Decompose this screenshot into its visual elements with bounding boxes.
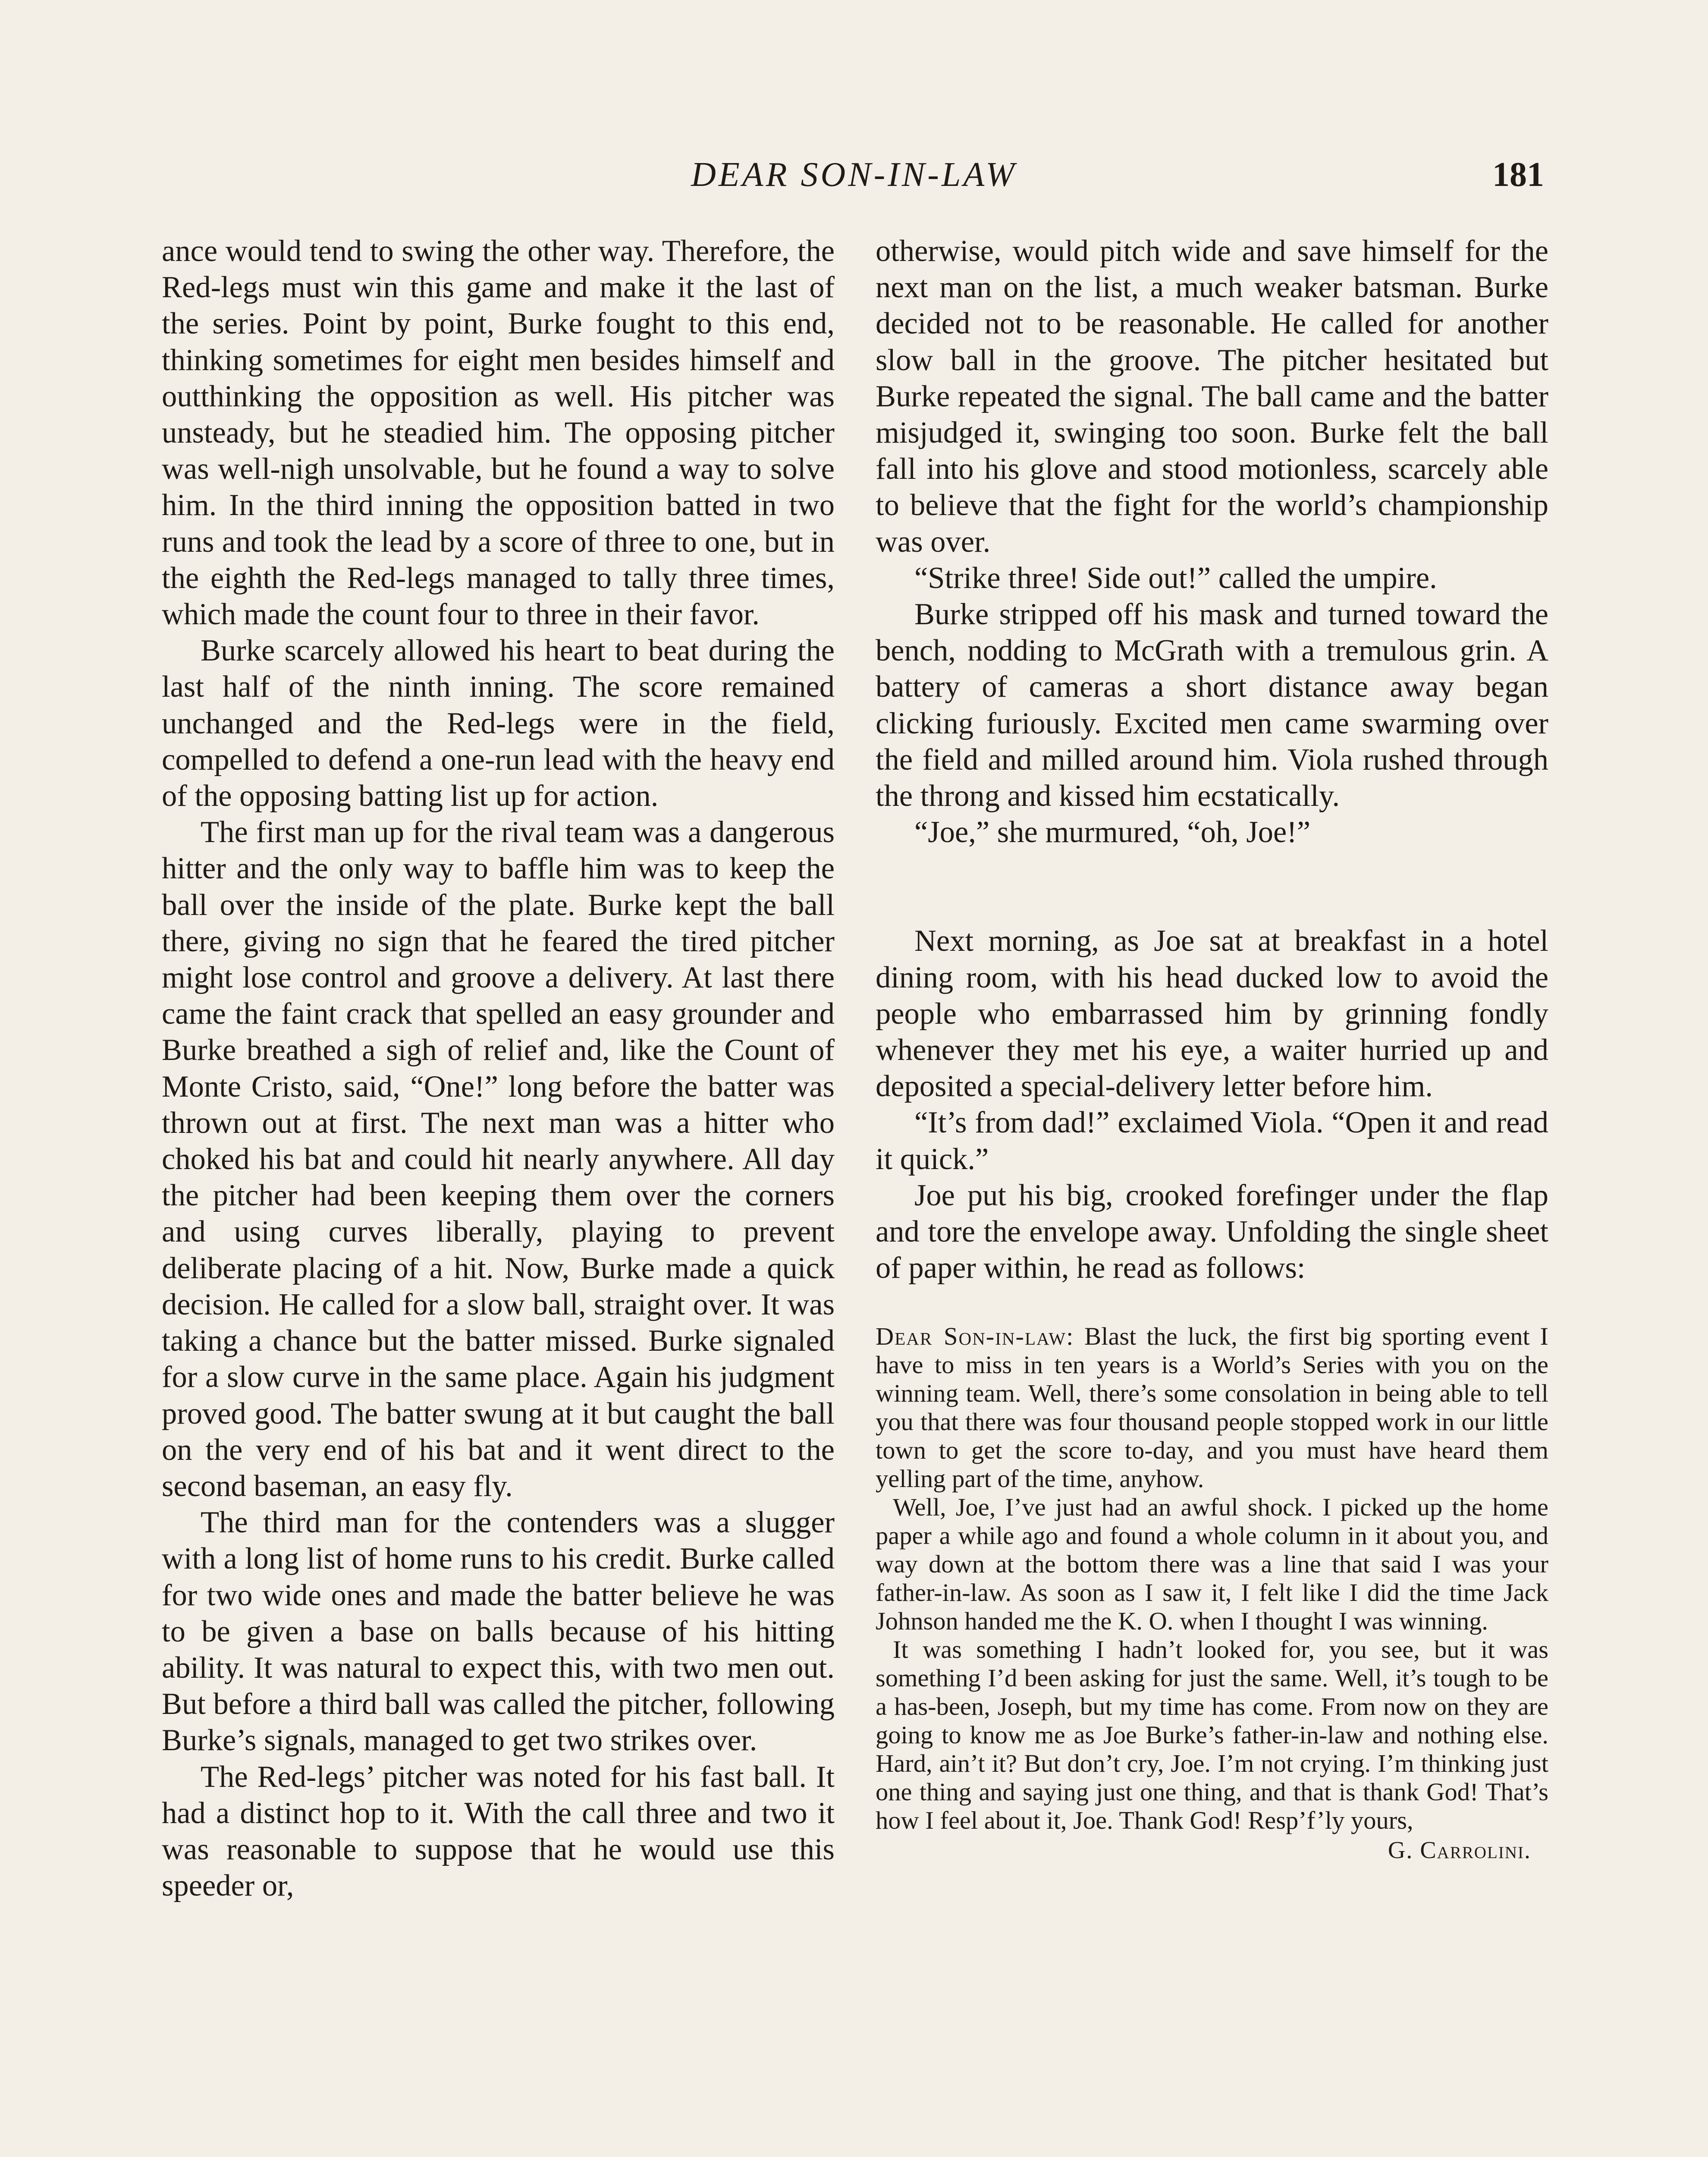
body-paragraph: Burke stripped off his mask and turned toward the bench, nodding to McGrath with a tremulous grin. A battery of cameras a short distance away began clicking furiously. Excited men came swarming over the field and milled around him. Viola rushed through the throng and kissed him ecstatically.	[876, 597, 1548, 813]
running-title: DEAR SON-IN-LAW	[691, 156, 1017, 194]
letter-paragraph: Well, Joe, I’ve just had an awful shock. I picked up the home paper a while ago and found a whole column in it about you, and way down at the bottom there was a line that said I was your father-in-law. As soon as I saw it, I felt like I did the time Jack Johnson handed me the K. O. when I thought I was winning.	[876, 1493, 1548, 1635]
letter-block	[876, 1322, 1548, 1866]
body-paragraph: “It’s from dad!” exclaimed Viola. “Open it and read it quick.”	[876, 1106, 1548, 1176]
letter-text: Blast the luck, the first big sporting event I have to miss in ten years is a World’s Series with you on the winning team. Well, there’s some consolation in being able to tell you that there was four thousand people stopped work in our little town to get the score to-day, and you must have heard them yelling part of the time, anyhow.	[876, 1322, 1549, 1493]
body-paragraph: The Red-legs’ pitcher was noted for his fast ball. It had a distinct hop to it. With the call three and two it was reasonable to suppose that he would use this speeder or,	[162, 1760, 835, 1903]
body-paragraph: “Joe,” she murmured, “oh, Joe!”	[914, 815, 1311, 849]
body-paragraph: otherwise, would pitch wide and save himself for the next man on the list, a much weaker batsman. Burke decided not to be reasonable. He called for another slow ball in the groove. The pitcher hesitated but Burke repeated the signal. The ball came and the batter misjudged it, swinging too soon. Burke felt the ball fall into his glove and stood motionless, scarcely able to believe that the fight for the world’s championship was over.	[876, 234, 1548, 559]
right-column	[876, 233, 1548, 1866]
page-number: 181	[1492, 156, 1544, 194]
letter-signature: G. Carrolini.	[1388, 1837, 1531, 1864]
running-header	[164, 155, 1544, 203]
letter-paragraph: It was something I hadn’t looked for, you see, but it was something I’d been asking for just the same. Well, it’s tough to be a has-been, Joseph, but my time has come. From now on they are going to know me as Joe Burke’s father-in-law and nothing else. Hard, ain’t it? But don’t cry, Joe. I’m not crying. I’m thinking just one thing and saying just one thing, and that is thank God! That’s how I feel about it, Joe. Thank God! Resp’f’ly yours,	[876, 1635, 1548, 1835]
body-paragraph: Joe put his big, crooked forefinger under the flap and tore the envelope away. Unfolding the single sheet of paper within, he read as follows:	[876, 1178, 1548, 1285]
body-paragraph: The first man up for the rival team was a dangerous hitter and the only way to baffle him was to keep the ball over the inside of the plate. Burke kept the ball there, giving no sign that he feared the tired pitcher might lose control and groove a delivery. At last there came the faint crack that spelled an easy grounder and Burke breathed a sigh of relief and, like the Count of Monte Cristo, said, “One!” long before the batter was thrown out at first. The next man was a hitter who choked his bat and could hit nearly anywhere. All day the pitcher had been keeping them over the corners and using curves liberally, playing to prevent deliberate placing of a hit. Now, Burke made a quick decision. He called for a slow ball, straight over. It was taking a chance but the batter missed. Burke signaled for a slow curve in the same place. Again his judgment proved good. The batter swung at it but caught the ball on the very end of his bat and it went direct to the second baseman, an easy fly.	[162, 815, 835, 1503]
letter-paragraph	[876, 1322, 1548, 1493]
body-paragraph: Next morning, as Joe sat at breakfast in a hotel dining room, with his head ducked low to avoid the people who embarrassed him by grinning fondly whenever they met his eye, a waiter hurried up and deposited a special-delivery letter before him.	[876, 924, 1548, 1104]
left-column	[162, 233, 835, 1904]
body-paragraph: Burke scarcely allowed his heart to beat during the last half of the ninth inning. The score remained unchanged and the Red-legs were in the field, compelled to defend a one-run lead with the heavy end of the opposing batting list up for action.	[162, 634, 835, 813]
body-paragraph: “Strike three! Side out!” called the umpire.	[914, 561, 1437, 595]
body-paragraph: ance would tend to swing the other way. Therefore, the Red-legs must win this game and make it the last of the series. Point by point, Burke fought to this end, thinking sometimes for eight men besides himself and outthinking the opposition as well. His pitcher was unsteady, but he steadied him. The opposing pitcher was well-nigh unsolvable, but he found a way to solve him. In the third inning the opposition batted in two runs and took the lead by a score of three to one, but in the eighth the Red-legs managed to tally three times, which made the count four to three in their favor.	[162, 234, 835, 632]
letter-salutation: Dear Son-in-law:	[876, 1322, 1074, 1351]
body-paragraph: The third man for the contenders was a slugger with a long list of home runs to his credit. Burke called for two wide ones and made the batter believe he was to be given a base on balls because of his hitting ability. It was natural to expect this, with two men out. But before a third ball was called the pitcher, following Burke’s signals, managed to get two strikes over.	[162, 1506, 835, 1758]
